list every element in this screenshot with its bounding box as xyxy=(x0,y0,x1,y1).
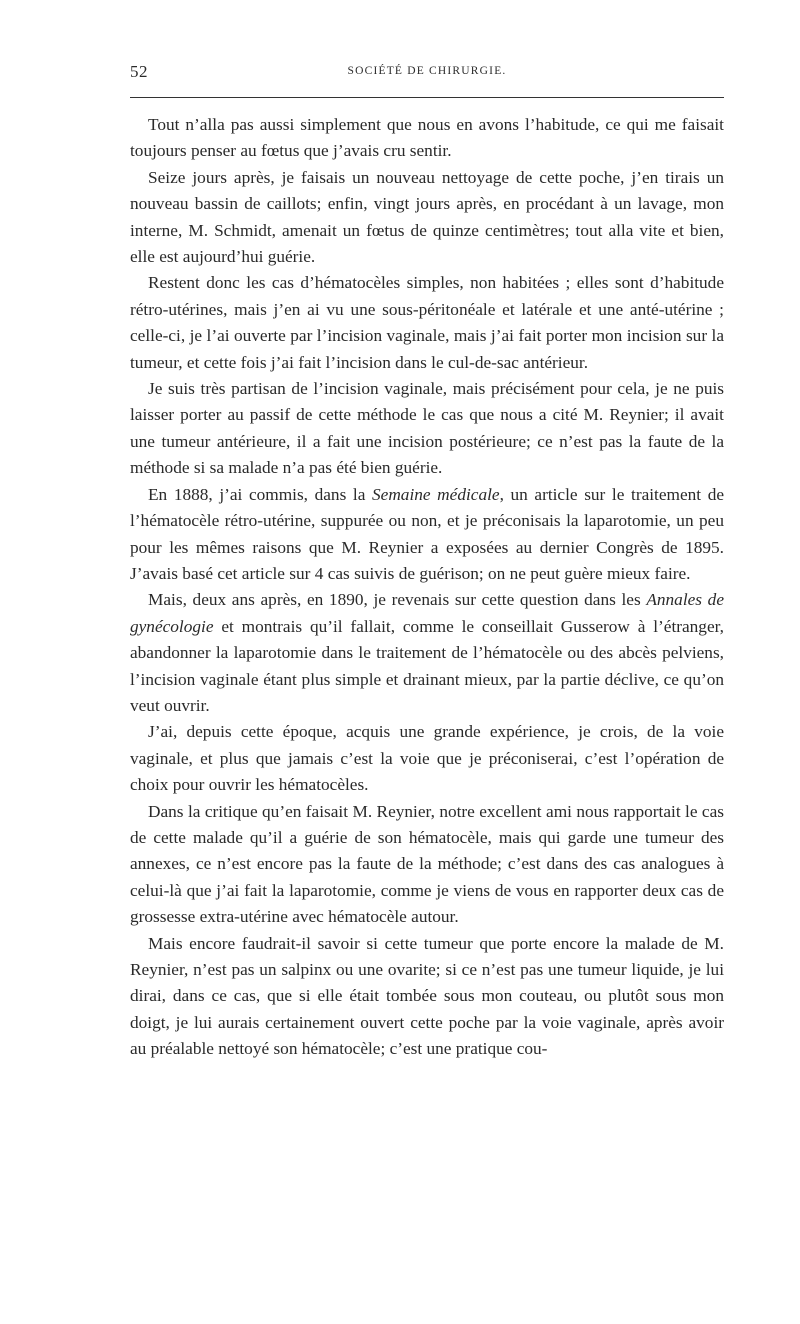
paragraph: Seize jours après, je faisais un nouveau nettoyage de cette poche, j’en tirais un nouveau bassin de caillots; enfin, vingt jours après, en procédant à un lavage, mon interne, M. Schmidt, amenait un fœtus de quinze centimètres; tout alla vite et bien, elle est aujourd’hui guérie. xyxy=(130,167,724,267)
paragraph: Mais encore faudrait-il savoir si cette tumeur que porte encore la malade de M. Reynier, n’est pas un salpinx ou une ovarite; si ce n’est pas une tumeur liquide, je lui dirai, dans ce cas, que si elle était tombée sous mon couteau, ou plutôt sous mon doigt, je lui aurais certainement ouvert cette poche par la voie vaginale, après avoir au préalable nettoyé son hématocèle; c’est une pratique cou- xyxy=(130,933,724,1059)
paragraph: Tout n’alla pas aussi simplement que nous en avons l’habitude, ce qui me faisait toujours penser au fœtus que j’avais cru sentir. xyxy=(130,115,724,161)
paragraph-text: Mais, deux ans après, en 1890, je revenais sur cette question dans les xyxy=(148,590,647,610)
paragraph: Je suis très partisan de l’incision vaginale, mais précisément pour cela, je ne puis laisser porter au passif de cette méthode le cas que nous a cité M. Reynier; il avait une tumeur antérieure, il a fait une incision postérieure; ce n’est pas la faute de la méthode si sa malade n’a pas été bien guérie. xyxy=(130,379,724,478)
paragraph-text: et montrais qu’il fallait, comme le conseillait Gusserow à l’étranger, abandonner la laparotomie dans le traitement de l’hématocèle ou des abcès pelviens, l’incision vaginale étant plus simple et drainant mieux, par la partie déclive, ce qu’on veut ouvrir. xyxy=(130,616,724,715)
header-rule xyxy=(130,97,724,98)
paragraph: Restent donc les cas d’hématocèles simples, non habitées ; elles sont d’habitude rétro-utérines, mais j’en ai vu une sous-péritonéale et latérale et une anté-utérine ; celle-ci, je l’ai ouverte par l’incision vaginale, mais j’ai fait porter mon incision sur la tumeur, et cette fois j’ai fait l’incision dans le cul-de-sac antérieur. xyxy=(130,273,724,372)
page-header xyxy=(130,58,724,88)
paragraph: J’ai, depuis cette époque, acquis une grande expérience, je crois, de la voie vaginale, et plus que jamais c’est la voie que je préconiserai, c’est l’opération de choix pour ouvrir les hématocèles. xyxy=(130,722,724,795)
paragraph xyxy=(130,587,724,719)
paragraph: Dans la critique qu’en faisait M. Reynier, notre excellent ami nous rapportait le cas de cette malade qu’il a guérie de son hématocèle, mais qui garde une tumeur des annexes, ce n’est encore pas la faute de la méthode; c’est dans des cas analogues à celui-là que j’ai fait la laparotomie, comme je viens de vous en rapporter deux cas de grossesse extra-utérine avec hématocèle autour. xyxy=(130,801,724,927)
paragraph-text: En 1888, j’ai commis, dans la xyxy=(148,484,373,504)
page-number: 52 xyxy=(130,62,148,81)
journal-title: Annales de gynécologie xyxy=(130,590,724,636)
running-head: SOCIÉTÉ DE CHIRURGIE. xyxy=(347,65,507,77)
paragraph-text: , un article sur le traitement de l’hématocèle rétro-utérine, suppurée ou non, et je préconisais la laparotomie, un peu pour les mêmes raisons que M. Reynier a exposées au dernier Congrès de 1895. J’avais basé cet article sur 4 cas suivis de guérison; on ne peut guère mieux faire. xyxy=(130,484,725,583)
body-text xyxy=(130,112,724,1063)
paragraph xyxy=(130,482,724,588)
journal-title: Semaine médicale xyxy=(372,484,500,504)
